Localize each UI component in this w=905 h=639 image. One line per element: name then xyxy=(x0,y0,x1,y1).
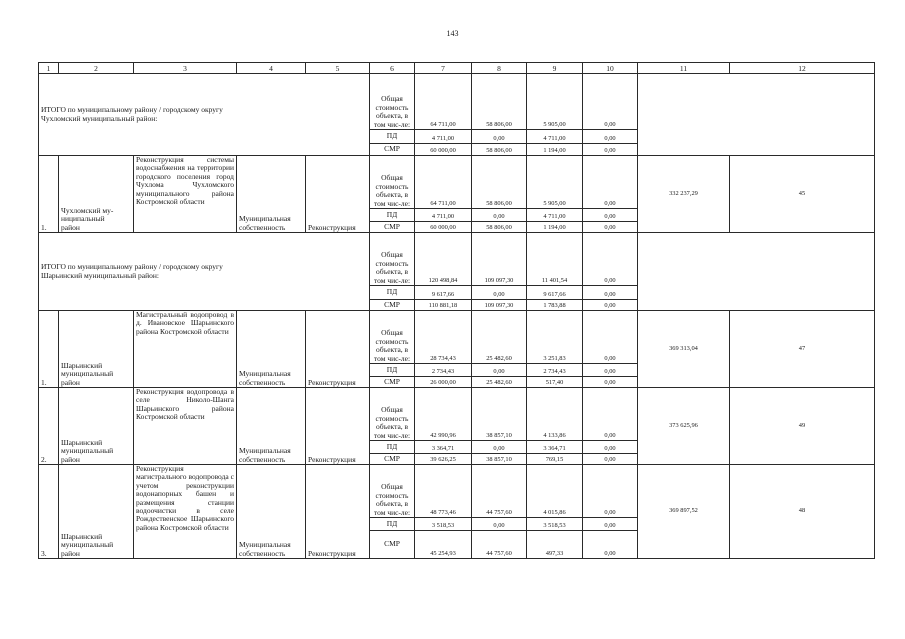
value-cell: 1 783,88 xyxy=(527,300,583,311)
row-code: 49 xyxy=(730,388,875,465)
smr-label: СМР xyxy=(370,144,415,156)
value-cell: 769,15 xyxy=(527,454,583,465)
value-cell: 11 401,54 xyxy=(527,233,583,286)
ownership-cell: Муниципальная собственность xyxy=(237,388,306,465)
value-cell: 0,00 xyxy=(583,74,638,130)
value-cell: 110 881,18 xyxy=(415,300,472,311)
smr-label: СМР xyxy=(370,377,415,388)
value-cell: 109 097,30 xyxy=(472,233,527,286)
value-cell: 0,00 xyxy=(583,364,638,377)
header-cell: 10 xyxy=(583,63,638,74)
value-cell: 25 482,60 xyxy=(472,311,527,364)
value-cell: 58 806,00 xyxy=(472,156,527,209)
value-cell: 0,00 xyxy=(583,222,638,233)
header-cell: 7 xyxy=(415,63,472,74)
investment-table xyxy=(38,62,875,559)
work-type: Реконструкция xyxy=(306,311,370,388)
ownership-cell: Муниципальная собственность xyxy=(237,311,306,388)
table-row xyxy=(39,156,875,209)
value-cell: 4 711,00 xyxy=(527,130,583,144)
value-cell: 0,00 xyxy=(583,286,638,300)
empty-cell xyxy=(638,233,875,311)
value-cell: 58 806,00 xyxy=(472,144,527,156)
value-cell: 0,00 xyxy=(583,209,638,222)
value-cell: 44 757,60 xyxy=(472,465,527,518)
value-cell: 3 251,83 xyxy=(527,311,583,364)
value-cell: 60 000,00 xyxy=(415,144,472,156)
value-cell: 1 194,00 xyxy=(527,222,583,233)
value-cell: 25 482,60 xyxy=(472,377,527,388)
page-number: 143 xyxy=(446,29,459,38)
value-cell: 0,00 xyxy=(472,286,527,300)
value-cell: 0,00 xyxy=(472,441,527,454)
value-cell: 39 626,25 xyxy=(415,454,472,465)
value-cell: 517,40 xyxy=(527,377,583,388)
value-cell: 64 711,00 xyxy=(415,156,472,209)
value-cell: 58 806,00 xyxy=(472,74,527,130)
value-cell: 5 905,00 xyxy=(527,74,583,130)
value-cell: 28 734,43 xyxy=(415,311,472,364)
value-cell: 4 015,86 xyxy=(527,465,583,518)
cost-label: Общая стоимость объекта, в том чис-ле: xyxy=(370,233,415,286)
value-cell: 3 518,53 xyxy=(527,518,583,531)
empty-cell xyxy=(638,74,875,156)
value-cell: 38 857,10 xyxy=(472,454,527,465)
value-cell: 1 194,00 xyxy=(527,144,583,156)
row-code: 47 xyxy=(730,311,875,388)
value-cell: 0,00 xyxy=(583,518,638,531)
value-cell: 4 711,00 xyxy=(527,209,583,222)
value-cell: 60 000,00 xyxy=(415,222,472,233)
value-cell: 48 773,46 xyxy=(415,465,472,518)
smr-label: СМР xyxy=(370,454,415,465)
value-cell: 4 711,00 xyxy=(415,130,472,144)
row-code: 48 xyxy=(730,465,875,559)
pd-label: ПД xyxy=(370,441,415,454)
header-cell: 1 xyxy=(39,63,59,74)
ownership-cell: Муниципальная собственность xyxy=(237,465,306,559)
value-cell: 9 617,66 xyxy=(415,286,472,300)
row-number: 1. xyxy=(39,311,59,388)
table-row xyxy=(39,388,875,441)
header-cell: 11 xyxy=(638,63,730,74)
value-cell: 497,33 xyxy=(527,531,583,559)
header-cell: 2 xyxy=(59,63,134,74)
total-title: ИТОГО по муниципальному району / городскому округу Шарьинский муниципальный район: xyxy=(39,233,370,311)
work-type: Реконструкция xyxy=(306,388,370,465)
pd-label: ПД xyxy=(370,518,415,531)
header-cell: 5 xyxy=(306,63,370,74)
district-cell: Шарьинский муниципальный район xyxy=(59,465,134,559)
object-name: Магистральный водопровод в д. Ивановское Шарьинского района Костромской области xyxy=(134,311,237,388)
header-cell: 4 xyxy=(237,63,306,74)
table-row xyxy=(39,465,875,518)
value-cell: 120 498,84 xyxy=(415,233,472,286)
estimate-cost: 332 237,29 xyxy=(638,156,730,233)
value-cell: 0,00 xyxy=(583,156,638,209)
value-cell: 2 734,43 xyxy=(527,364,583,377)
value-cell: 0,00 xyxy=(472,518,527,531)
work-type: Реконструкция xyxy=(306,465,370,559)
cost-label: Общая стоимость объекта, в том чис-ле: xyxy=(370,74,415,130)
header-cell: 6 xyxy=(370,63,415,74)
value-cell: 0,00 xyxy=(583,300,638,311)
header-cell: 8 xyxy=(472,63,527,74)
cost-label: Общая стоимость объекта, в том чис-ле: xyxy=(370,388,415,441)
row-number: 1. xyxy=(39,156,59,233)
object-name: Реконструкция системы водоснабжения на территории городского поселения город Чухлома Чухломского муниципального района Костромской области xyxy=(134,156,237,233)
header-cell: 9 xyxy=(527,63,583,74)
value-cell: 0,00 xyxy=(583,454,638,465)
cost-label: Общая стоимость объекта, в том чис-ле: xyxy=(370,156,415,209)
row-code: 45 xyxy=(730,156,875,233)
estimate-cost: 369 313,04 xyxy=(638,311,730,388)
estimate-cost: 369 897,52 xyxy=(638,465,730,559)
header-cell: 3 xyxy=(134,63,237,74)
value-cell: 0,00 xyxy=(583,144,638,156)
smr-label: СМР xyxy=(370,531,415,559)
pd-label: ПД xyxy=(370,209,415,222)
value-cell: 5 905,00 xyxy=(527,156,583,209)
district-cell: Шарьинский муниципальный район xyxy=(59,388,134,465)
value-cell: 45 254,93 xyxy=(415,531,472,559)
ownership-cell: Муниципальная собственность xyxy=(237,156,306,233)
value-cell: 4 711,00 xyxy=(415,209,472,222)
total-row xyxy=(39,74,875,130)
value-cell: 64 711,00 xyxy=(415,74,472,130)
value-cell: 3 364,71 xyxy=(415,441,472,454)
value-cell: 0,00 xyxy=(583,311,638,364)
smr-label: СМР xyxy=(370,300,415,311)
work-type: Реконструкция xyxy=(306,156,370,233)
header-row xyxy=(39,63,875,74)
estimate-cost: 373 625,96 xyxy=(638,388,730,465)
value-cell: 0,00 xyxy=(583,233,638,286)
table-row xyxy=(39,311,875,364)
pd-label: ПД xyxy=(370,364,415,377)
value-cell: 9 617,66 xyxy=(527,286,583,300)
object-name: Реконструкция магистрального водопровода с учетом реконструкции водонапорных башен и размещения станции водоочистки в селе Рождественское Шарьинского района Костромской области xyxy=(134,465,237,559)
total-title: ИТОГО по муниципальному району / городскому округу Чухломский муниципальный район: xyxy=(39,74,370,156)
value-cell: 0,00 xyxy=(472,130,527,144)
smr-label: СМР xyxy=(370,222,415,233)
district-cell: Шарьинский муниципальный район xyxy=(59,311,134,388)
value-cell: 2 734,43 xyxy=(415,364,472,377)
row-number: 2. xyxy=(39,388,59,465)
value-cell: 109 097,30 xyxy=(472,300,527,311)
district-cell: Чухломский му- ниципальный район xyxy=(59,156,134,233)
value-cell: 42 990,96 xyxy=(415,388,472,441)
value-cell: 0,00 xyxy=(583,377,638,388)
value-cell: 26 000,00 xyxy=(415,377,472,388)
value-cell: 58 806,00 xyxy=(472,222,527,233)
value-cell: 44 757,60 xyxy=(472,531,527,559)
row-number: 3. xyxy=(39,465,59,559)
value-cell: 0,00 xyxy=(472,209,527,222)
value-cell: 0,00 xyxy=(583,465,638,518)
cost-label: Общая стоимость объекта, в том чис-ле: xyxy=(370,465,415,518)
object-name: Реконструкция водопровода в селе Николо-Шанга Шарьинского района Костромской области xyxy=(134,388,237,465)
value-cell: 0,00 xyxy=(583,130,638,144)
pd-label: ПД xyxy=(370,130,415,144)
total-row xyxy=(39,233,875,286)
cost-label: Общая стоимость объекта, в том чис-ле: xyxy=(370,311,415,364)
value-cell: 3 518,53 xyxy=(415,518,472,531)
value-cell: 4 133,86 xyxy=(527,388,583,441)
header-cell: 12 xyxy=(730,63,875,74)
value-cell: 0,00 xyxy=(583,441,638,454)
value-cell: 0,00 xyxy=(472,364,527,377)
value-cell: 0,00 xyxy=(583,388,638,441)
value-cell: 3 364,71 xyxy=(527,441,583,454)
value-cell: 0,00 xyxy=(583,531,638,559)
pd-label: ПД xyxy=(370,286,415,300)
value-cell: 38 857,10 xyxy=(472,388,527,441)
